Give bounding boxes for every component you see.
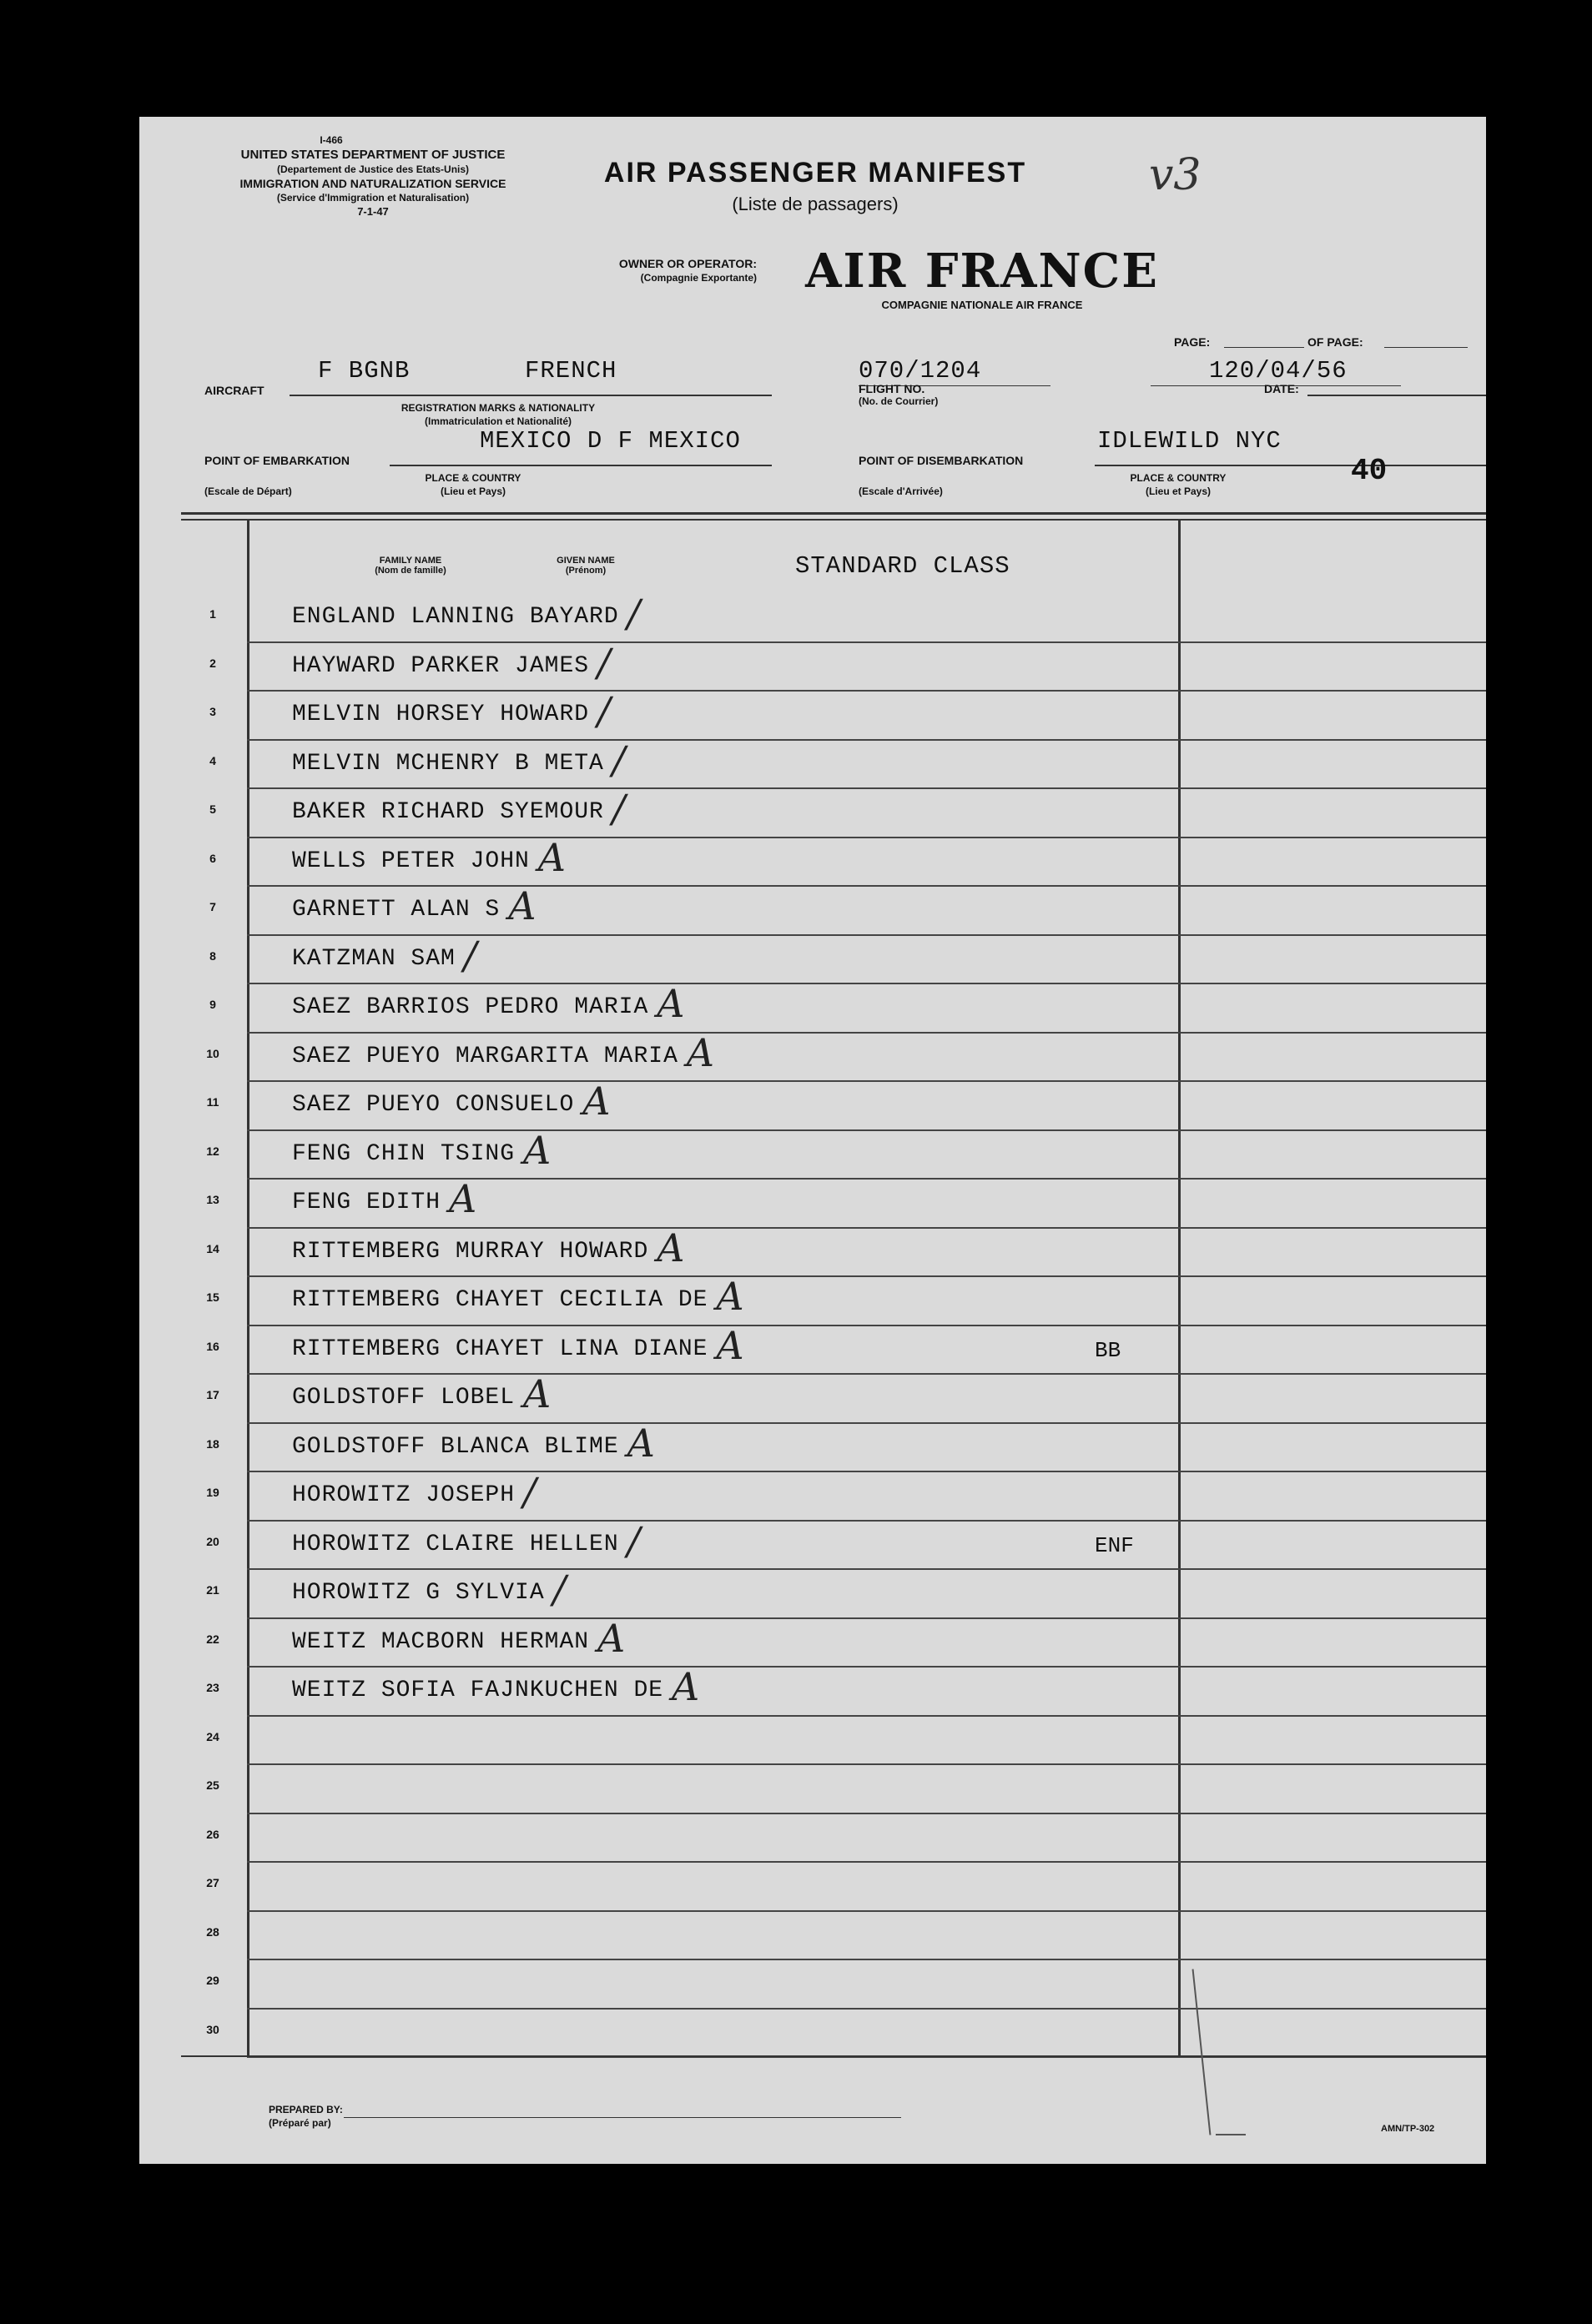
row-number: 9 bbox=[209, 998, 216, 1011]
disembarkation-value: IDLEWILD NYC bbox=[1097, 427, 1282, 455]
table-row bbox=[139, 591, 1486, 643]
registration-label: REGISTRATION MARKS & NATIONALITY bbox=[401, 402, 596, 414]
passenger-name: BAKER RICHARD SYEMOUR bbox=[292, 799, 604, 825]
embark-place-label-fr: (Lieu et Pays) bbox=[440, 485, 506, 497]
table-row bbox=[139, 1225, 1486, 1278]
owner-label-fr: (Compagnie Exportante) bbox=[640, 272, 757, 284]
row-number: 7 bbox=[209, 900, 216, 913]
form-code: I-466 bbox=[320, 134, 343, 146]
row-number: 27 bbox=[206, 1876, 219, 1889]
row-number: 6 bbox=[209, 851, 216, 865]
embarkation-label: POINT OF EMBARKATION bbox=[204, 454, 350, 467]
handwritten-mark: A bbox=[523, 1127, 552, 1173]
table-row bbox=[139, 1863, 1486, 1912]
table-row bbox=[139, 1274, 1486, 1326]
table-row bbox=[139, 1717, 1486, 1766]
embarkation-value: MEXICO D F MEXICO bbox=[480, 427, 741, 455]
table-row bbox=[139, 981, 1486, 1034]
airline-subtitle: COMPAGNIE NATIONALE AIR FRANCE bbox=[881, 299, 1083, 311]
table-row bbox=[139, 786, 1486, 838]
row-number: 16 bbox=[206, 1339, 219, 1353]
aircraft-nationality: FRENCH bbox=[525, 357, 617, 385]
manifest-subtitle: (Liste de passagers) bbox=[732, 194, 899, 214]
class-header: STANDARD CLASS bbox=[795, 552, 1010, 580]
row-number: 14 bbox=[206, 1241, 219, 1255]
handwritten-mark: / bbox=[627, 591, 641, 636]
table-row bbox=[139, 1322, 1486, 1376]
given-name-header bbox=[548, 556, 623, 576]
handwritten-mark: / bbox=[552, 1567, 567, 1612]
form-date: 7-1-47 bbox=[357, 205, 389, 218]
passenger-name: GOLDSTOFF BLANCA BLIME bbox=[292, 1433, 619, 1460]
table-row bbox=[139, 834, 1486, 888]
row-number: 4 bbox=[209, 753, 216, 767]
passenger-count: 40 bbox=[1351, 454, 1388, 488]
passenger-name: SAEZ PUEYO CONSUELO bbox=[292, 1092, 575, 1118]
of-page-label: OF PAGE: bbox=[1307, 335, 1363, 349]
handwritten-mark: / bbox=[597, 688, 611, 733]
table-row bbox=[139, 1029, 1486, 1083]
handwritten-mark: A bbox=[716, 1322, 744, 1368]
agency-line1: UNITED STATES DEPARTMENT OF JUSTICE bbox=[240, 148, 506, 162]
passenger-name: HOROWITZ G SYLVIA bbox=[292, 1580, 545, 1606]
table-row bbox=[139, 1567, 1486, 1619]
owner-label: OWNER OR OPERATOR: bbox=[618, 257, 757, 270]
row-number: 8 bbox=[209, 948, 216, 963]
table-row bbox=[139, 1176, 1486, 1229]
passenger-name: HAYWARD PARKER JAMES bbox=[292, 652, 590, 679]
handwritten-mark: A bbox=[508, 883, 537, 928]
row-number: 29 bbox=[206, 1974, 219, 1987]
row-number: 2 bbox=[209, 656, 216, 670]
row-number: 24 bbox=[206, 1729, 219, 1743]
handwritten-mark: / bbox=[612, 737, 626, 782]
row-number: 3 bbox=[209, 705, 216, 718]
handwritten-mark: / bbox=[463, 932, 477, 978]
handwritten-mark: A bbox=[597, 1615, 626, 1661]
row-number: 30 bbox=[206, 2022, 219, 2036]
flight-label-fr: (No. de Courrier) bbox=[859, 395, 939, 407]
passenger-name: WEITZ MACBORN HERMAN bbox=[292, 1628, 590, 1655]
passenger-name: RITTEMBERG MURRAY HOWARD bbox=[292, 1238, 649, 1265]
passenger-name: GOLDSTOFF LOBEL bbox=[292, 1385, 516, 1411]
embark-place-label: PLACE & COUNTRY bbox=[425, 472, 521, 484]
passenger-name: GARNETT ALAN S bbox=[292, 897, 501, 923]
embarkation-label-fr: (Escale de Départ) bbox=[204, 485, 292, 497]
row-number: 5 bbox=[209, 802, 216, 816]
table-row bbox=[139, 1814, 1486, 1864]
row-number: 11 bbox=[206, 1095, 219, 1109]
family-name-label-fr: (Nom de famille) bbox=[375, 566, 446, 576]
agency-line3: IMMIGRATION AND NATURALIZATION SERVICE bbox=[239, 177, 506, 190]
manifest-title: AIR PASSENGER MANIFEST bbox=[603, 157, 1027, 189]
handwritten-mark: A bbox=[716, 1274, 744, 1319]
row-number: 18 bbox=[206, 1436, 219, 1451]
passenger-name: FENG EDITH bbox=[292, 1190, 441, 1215]
row-number: 21 bbox=[206, 1583, 219, 1597]
passenger-name: ENGLAND LANNING BAYARD bbox=[292, 604, 619, 630]
registration-label-fr: (Immatriculation et Nationalité) bbox=[424, 415, 572, 427]
row-number: 13 bbox=[206, 1193, 219, 1206]
row-number: 15 bbox=[206, 1290, 219, 1304]
table-row bbox=[139, 1765, 1486, 1814]
table-row bbox=[139, 883, 1486, 936]
table-row bbox=[139, 639, 1486, 692]
manifest-paper bbox=[139, 117, 1486, 2164]
agency-line4: (Service d'Immigration et Naturalisation) bbox=[276, 192, 470, 204]
row-number: 25 bbox=[206, 1778, 219, 1792]
aircraft-registration: F BGNB bbox=[318, 357, 411, 385]
disembark-place-label-fr: (Lieu et Pays) bbox=[1145, 485, 1212, 497]
row-number: 22 bbox=[206, 1632, 219, 1646]
handwritten-mark: / bbox=[523, 1469, 537, 1514]
handwritten-mark: / bbox=[597, 639, 611, 685]
passenger-name: SAEZ BARRIOS PEDRO MARIA bbox=[292, 994, 649, 1020]
table-row bbox=[139, 1079, 1486, 1131]
handwritten-mark: A bbox=[657, 981, 685, 1026]
table-row bbox=[139, 1469, 1486, 1522]
table-row bbox=[139, 1960, 1486, 2010]
row-number: 1 bbox=[209, 607, 216, 621]
table-row bbox=[139, 932, 1486, 985]
pencil-stroke-base bbox=[1216, 2134, 1246, 2135]
table-row bbox=[139, 1615, 1486, 1668]
passenger-name: KATZMAN SAM bbox=[292, 945, 456, 972]
passenger-name: MELVIN MCHENRY B META bbox=[292, 750, 604, 777]
passenger-name: RITTEMBERG CHAYET LINA DIANE bbox=[292, 1336, 708, 1362]
table-row bbox=[139, 1664, 1486, 1717]
passenger-name: WEITZ SOFIA FAJNKUCHEN DE bbox=[292, 1678, 664, 1703]
row-number: 19 bbox=[206, 1486, 219, 1499]
aircraft-label: AIRCRAFT bbox=[204, 384, 264, 397]
table-row bbox=[139, 1912, 1486, 1961]
page-label: PAGE: bbox=[1174, 335, 1211, 349]
table-row bbox=[139, 1127, 1486, 1180]
handwritten-mark: A bbox=[449, 1176, 477, 1221]
table-row bbox=[139, 1371, 1486, 1424]
table-row bbox=[139, 2010, 1486, 2059]
airline-name: AIR FRANCE bbox=[805, 244, 1159, 299]
agency-line2: (Departement de Justice des Etats-Unis) bbox=[276, 163, 470, 175]
handwritten-mark: A bbox=[627, 1420, 655, 1466]
row-number: 28 bbox=[206, 1924, 219, 1939]
flight-label: FLIGHT NO. bbox=[859, 382, 925, 395]
given-name-label-fr: (Prénom) bbox=[565, 566, 607, 576]
prepared-by-label: PREPARED BY: bbox=[269, 2104, 343, 2115]
row-number: 20 bbox=[206, 1534, 219, 1548]
flight-number: 070/1204 bbox=[859, 357, 982, 385]
passenger-name: RITTEMBERG CHAYET CECILIA DE bbox=[292, 1287, 708, 1313]
disembark-place-label: PLACE & COUNTRY bbox=[1130, 472, 1227, 484]
passenger-name: HOROWITZ JOSEPH bbox=[292, 1482, 516, 1508]
handwritten-mark: / bbox=[627, 1517, 641, 1563]
row-number: 12 bbox=[206, 1144, 219, 1158]
handwritten-mark: A bbox=[686, 1029, 715, 1075]
passenger-name: FENG CHIN TSING bbox=[292, 1140, 516, 1167]
disembarkation-label-fr: (Escale d'Arrivée) bbox=[859, 485, 943, 497]
date-label: DATE: bbox=[1264, 382, 1299, 395]
footer-form-code: AMN/TP-302 bbox=[1381, 2124, 1435, 2134]
family-name-header bbox=[365, 556, 456, 576]
passenger-name: WELLS PETER JOHN bbox=[292, 848, 530, 874]
table-row bbox=[139, 1517, 1486, 1571]
handwritten-mark: A bbox=[582, 1079, 611, 1124]
handwritten-mark: A bbox=[523, 1371, 552, 1416]
table-row bbox=[139, 1420, 1486, 1473]
row-number: 17 bbox=[206, 1388, 219, 1401]
passenger-note: ENF bbox=[1095, 1532, 1134, 1558]
handwritten-mark: A bbox=[537, 834, 567, 880]
handwritten-mark: A bbox=[672, 1664, 700, 1709]
passenger-note: BB bbox=[1095, 1337, 1121, 1363]
manifest-date: 120/04/56 bbox=[1209, 357, 1348, 385]
passenger-name: MELVIN HORSEY HOWARD bbox=[292, 702, 590, 727]
table-row bbox=[139, 737, 1486, 790]
handwritten-mark: A bbox=[657, 1225, 685, 1270]
handwritten-page-number: v3 bbox=[1149, 150, 1202, 200]
family-name-label: FAMILY NAME bbox=[379, 556, 442, 566]
row-number: 26 bbox=[206, 1827, 219, 1841]
row-number: 10 bbox=[206, 1046, 219, 1060]
passenger-name: HOROWITZ CLAIRE HELLEN bbox=[292, 1531, 619, 1557]
disembarkation-label: POINT OF DISEMBARKATION bbox=[859, 454, 1024, 467]
table-row bbox=[139, 688, 1486, 741]
handwritten-mark: / bbox=[612, 786, 626, 831]
row-number: 23 bbox=[206, 1681, 219, 1694]
given-name-label: GIVEN NAME bbox=[557, 556, 615, 566]
passenger-name: SAEZ PUEYO MARGARITA MARIA bbox=[292, 1043, 678, 1069]
prepared-by-label-fr: (Préparé par) bbox=[269, 2117, 331, 2129]
